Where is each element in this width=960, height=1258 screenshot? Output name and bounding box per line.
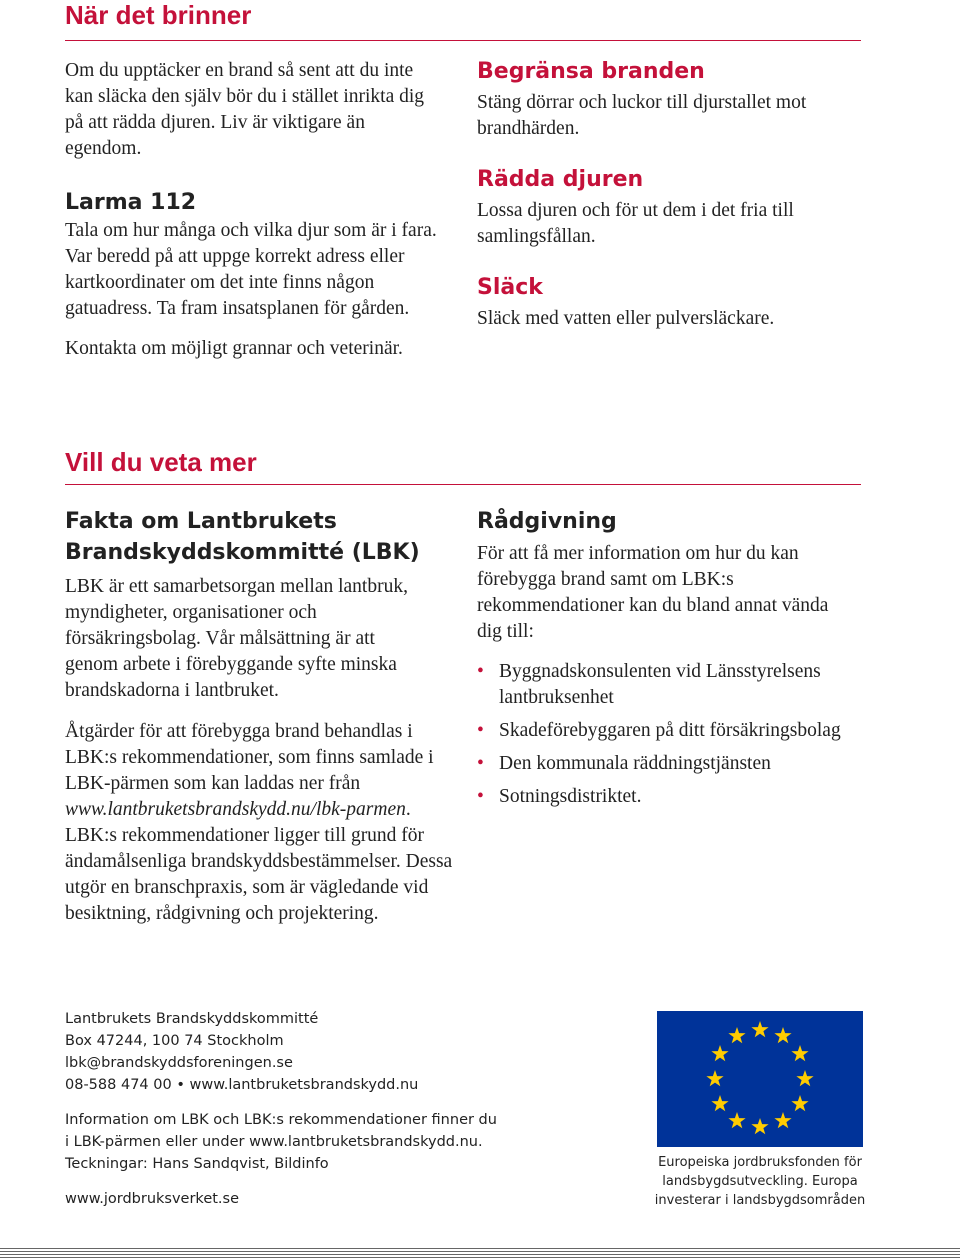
advice-text: För att få mer information om hur du kan förebygga brand samt om LBK:s rekommendationer kan du bland annat vända dig till: xyxy=(477,543,829,642)
list-item-text: Skadeförebyggaren på ditt försäkringsbolag xyxy=(499,720,841,741)
advice-heading: Rådgivning xyxy=(477,509,617,534)
list-item-text: Sotningsdistriktet. xyxy=(499,786,642,807)
section-divider xyxy=(65,484,861,485)
facts-p2-end: . LBK:s rekommendationer ligger till grund för ändamålsenliga brandskyddsbestämmelser. Dessa utgör en branschpraxis, som är vägledande vid besiktning, rådgivning och projektering. xyxy=(65,799,453,924)
bottom-border-pattern xyxy=(0,1247,960,1258)
eu-caption: Europeiska jordbruksfonden för landsbygdsutveckling. Europa investerar i landsbygdsområden xyxy=(654,1155,866,1208)
fire-left-column xyxy=(65,58,455,362)
info-line-1: Information om LBK och LBK:s rekommendationer finner du xyxy=(65,1112,497,1128)
info-line-2: i LBK-pärmen eller under www.lantbruketsbrandskydd.nu. xyxy=(65,1134,483,1150)
section-title-fire: När det brinner xyxy=(65,0,252,30)
fire-right-column xyxy=(477,58,867,332)
org-address: Box 47244, 100 74 Stockholm xyxy=(65,1033,284,1049)
list-item xyxy=(477,718,857,744)
eu-stars-icon xyxy=(657,1011,863,1147)
advice-list xyxy=(477,659,857,810)
drawings-credit: Teckningar: Hans Sandqvist, Bildinfo xyxy=(65,1156,329,1172)
alarm-heading: Larma 112 xyxy=(65,190,197,215)
bullet-icon: • xyxy=(477,661,484,682)
list-item-text: Byggnadskonsulenten vid Länsstyrelsens lantbruksenhet xyxy=(499,661,821,708)
extinguish-heading: Släck xyxy=(477,275,543,300)
bullet-icon: • xyxy=(477,753,484,774)
section-divider xyxy=(65,40,861,41)
eu-flag xyxy=(657,1011,863,1147)
alarm-text: Tala om hur många och vilka djur som är i fara. Var beredd på att uppge korrekt adress eller kartkoordinater om det inte finns någon gatuadress. Ta fram insatsplanen för gården. xyxy=(65,220,437,319)
org-email[interactable]: lbk@brandskyddsforeningen.se xyxy=(65,1055,293,1071)
footer-contact xyxy=(65,1008,605,1210)
facts-p2-start: Åtgärder för att förebygga brand behandlas i LBK:s rekommendationer, som finns samlade i LBK-pärmen som kan laddas ner från xyxy=(65,721,434,794)
bullet-icon: • xyxy=(477,786,484,807)
org-phone-web: 08-588 474 00 • www.lantbruketsbrandskydd.nu xyxy=(65,1077,419,1093)
rescue-text: Lossa djuren och för ut dem i det fria till samlingsfållan. xyxy=(477,200,794,247)
org-name: Lantbrukets Brandskyddskommitté xyxy=(65,1011,319,1027)
rescue-heading: Rädda djuren xyxy=(477,167,644,192)
list-item-text: Den kommunala räddningstjänsten xyxy=(499,753,771,774)
list-item xyxy=(477,784,857,810)
facts-paragraph-2 xyxy=(65,719,455,927)
eu-caption-block xyxy=(645,1153,875,1210)
contact-text: Kontakta om möjligt grannar och veterinär. xyxy=(65,338,403,359)
lbk-parmen-link[interactable]: www.lantbruketsbrandskydd.nu/lbk-parmen xyxy=(65,799,406,820)
limit-text: Stäng dörrar och luckor till djurstallet mot brandhärden. xyxy=(477,92,807,139)
limit-heading: Begränsa branden xyxy=(477,59,705,84)
bullet-icon: • xyxy=(477,720,484,741)
section-title-more-info: Vill du veta mer xyxy=(65,447,257,477)
advice-column xyxy=(477,506,867,817)
facts-heading: Fakta om Lantbrukets Brandskyddskommitté (LBK) xyxy=(65,509,420,565)
list-item xyxy=(477,751,857,777)
jordbruksverket-link[interactable]: www.jordbruksverket.se xyxy=(65,1191,240,1207)
facts-paragraph-1: LBK är ett samarbetsorgan mellan lantbruk, myndigheter, organisationer och försäkringsbolag. Vår målsättning är att genom arbete i förebyggande syfte minska brandskadorna i lantbruket. xyxy=(65,576,408,701)
facts-column xyxy=(65,506,457,927)
extinguish-text: Släck med vatten eller pulversläckare. xyxy=(477,308,775,329)
list-item xyxy=(477,659,857,711)
intro-text: Om du upptäcker en brand så sent att du inte kan släcka den själv bör du i stället inrikta dig på att rädda djuren. Liv är viktigare än egendom. xyxy=(65,60,425,159)
